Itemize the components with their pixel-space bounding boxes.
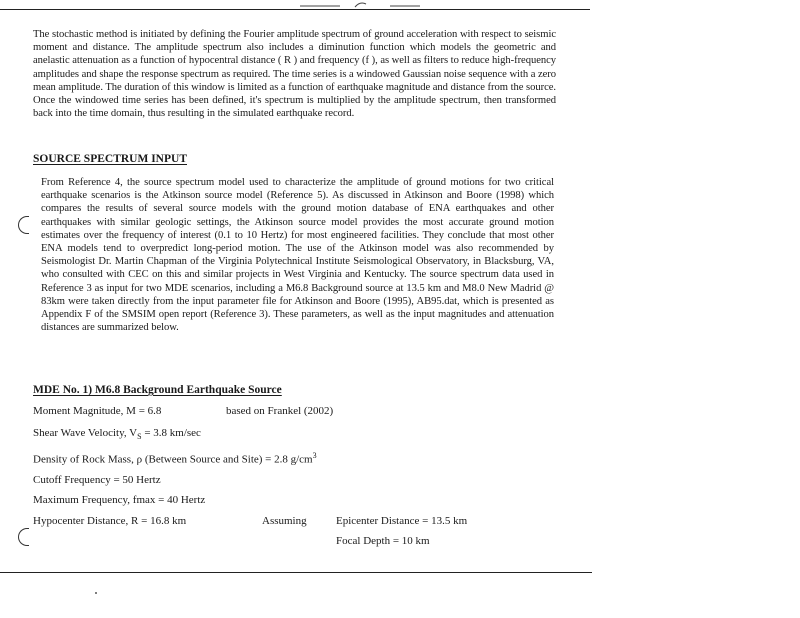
density-superscript: 3	[312, 451, 317, 460]
hypocenter-distance-line: Hypocenter Distance, R = 16.8 km	[33, 515, 187, 527]
margin-bracket-mark	[18, 528, 29, 546]
scan-artifact-mark	[300, 0, 420, 8]
moment-magnitude-line: Moment Magnitude, M = 6.8	[33, 405, 162, 417]
top-rule	[0, 9, 590, 10]
margin-bracket-mark	[18, 216, 29, 234]
shear-wave-label: Shear Wave Velocity, V	[33, 427, 138, 439]
focal-depth-line: Focal Depth = 10 km	[336, 535, 430, 547]
moment-basis-note: based on Frankel (2002)	[226, 405, 334, 417]
epicenter-distance-line: Epicenter Distance = 13.5 km	[336, 515, 468, 527]
cutoff-frequency-line: Cutoff Frequency = 50 Hertz	[33, 474, 161, 486]
intro-paragraph: The stochastic method is initiated by defining the Fourier amplitude spectrum of ground acceleration with respect to seismic moment and distance. The amplitude spectrum also includes a diminution function which models the geometric and anelastic attenuation as a function of hypocentral distance ( R ) and frequency (f ), as well as filters to reduce high-frequency amplitudes and shape the response spectrum as required. The time series is a windowed Gaussian noise sequence with a zero mean amplitude. The duration of this window is limited as a function of earthquake magnitude and distance from the source. Once the windowed time series has been defined, it's spectrum is multiplied by the amplitude spectrum, then transformed back into the time domain, thus resulting in the simulated earthquake record.	[33, 29, 556, 120]
source-spectrum-paragraph: From Reference 4, the source spectrum model used to characterize the amplitude of ground motions for two critical earthquake scenarios is the Atkinson source model (Reference 5). As discussed in Atkinson and Boore (1998) which compares the results of several source models with the ground motion database of ENA earthquakes and other earthquakes with similar geologic settings, the Atkinson source model provides the most accurate ground motion estimates over the frequency of interest (0.1 to 10 Hertz) for most engineered facilities. They conclude that most other ENA models tend to overpredict long-period motion. The use of the Atkinson model was also recommended by Seismologist Dr. Martin Chapman of the Virginia Polytechnical Institute Seismological Observatory, in Blacksburg, VA, who consulted with CEC on this and similar projects in West Virginia and Kentucky. The source spectrum data used in Reference 3 as input for two MDE scenarios, including a M6.8 Background source at 13.5 km and M8.0 New Madrid @ 83km were taken directly from the input parameter file for Atkinson and Boore (1995), AB95.dat, which is presented as Appendix F of the SMSIM open report (Reference 3). These parameters, as well as the input magnitudes and attenuation distances are summarized below.	[41, 177, 554, 334]
scan-speck	[95, 592, 97, 594]
assuming-label: Assuming	[262, 515, 307, 527]
mde1-heading: MDE No. 1) M6.8 Background Earthquake Source	[33, 384, 282, 396]
maximum-frequency-line: Maximum Frequency, fmax = 40 Hertz	[33, 494, 206, 506]
density-line	[33, 451, 317, 466]
shear-wave-velocity-line	[33, 427, 201, 441]
density-label: Density of Rock Mass, ρ (Between Source and Site) = 2.8 g/cm	[33, 453, 313, 466]
source-spectrum-heading: SOURCE SPECTRUM INPUT	[33, 153, 187, 165]
bottom-rule	[0, 572, 592, 573]
shear-wave-subscript: S	[137, 432, 142, 442]
shear-wave-value: = 3.8 km/sec	[141, 427, 201, 439]
